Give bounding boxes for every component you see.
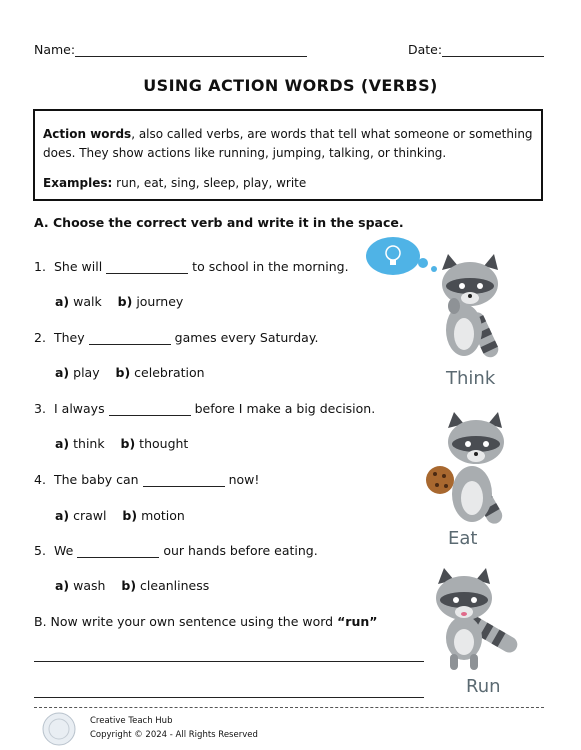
question-3 — [34, 401, 375, 416]
footer-copyright: Copyright © 2024 - All Rights Reserved — [90, 730, 258, 740]
question-number: 4. — [34, 472, 46, 487]
option-b[interactable]: celebration — [134, 365, 205, 380]
examples-line — [43, 174, 533, 193]
writing-line-1[interactable] — [34, 661, 424, 662]
section-b-word: “run” — [337, 614, 378, 629]
options-5 — [55, 578, 209, 593]
question-text-after: games every Saturday. — [174, 330, 319, 345]
option-a[interactable]: walk — [73, 294, 102, 309]
raccoon-run-icon — [420, 568, 545, 678]
options-2 — [55, 365, 205, 380]
definition-box — [33, 109, 543, 201]
question-number: 3. — [34, 401, 46, 416]
option-b-letter: b) — [122, 508, 138, 523]
question-number: 2. — [34, 330, 46, 345]
date-field[interactable] — [408, 42, 544, 57]
raccoon-think-icon — [424, 250, 524, 370]
name-label: Name: — [34, 42, 76, 57]
question-2 — [34, 330, 318, 345]
option-b[interactable]: cleanliness — [140, 578, 210, 593]
definition-term: Action words — [43, 127, 132, 141]
date-line[interactable] — [442, 44, 544, 57]
options-4 — [55, 508, 185, 523]
option-b-letter: b) — [117, 294, 133, 309]
question-text-after: before I make a big decision. — [194, 401, 376, 416]
caption-eat: Eat — [448, 528, 478, 549]
option-b-letter: b) — [121, 578, 137, 593]
caption-run: Run — [466, 676, 501, 697]
question-text-after: now! — [228, 472, 260, 487]
definition-text — [43, 125, 533, 163]
option-a-letter: a) — [55, 508, 70, 523]
option-a-letter: a) — [55, 294, 70, 309]
option-b-letter: b) — [115, 365, 131, 380]
option-a[interactable]: crawl — [73, 508, 107, 523]
option-a-letter: a) — [55, 436, 70, 451]
question-text-before: I always — [54, 401, 105, 416]
answer-blank[interactable] — [106, 261, 188, 274]
examples-label: Examples: — [43, 176, 113, 190]
question-1 — [34, 259, 349, 274]
section-b-heading — [34, 614, 377, 629]
section-b-prompt: B. Now write your own sentence using the word — [34, 614, 338, 629]
question-4 — [34, 472, 259, 487]
option-a-letter: a) — [55, 578, 70, 593]
option-b[interactable]: motion — [141, 508, 185, 523]
caption-think: Think — [446, 368, 496, 389]
question-text-before: We — [54, 543, 74, 558]
raccoon-eat-icon — [424, 410, 534, 540]
footer-brand: Creative Teach Hub — [90, 716, 173, 726]
options-3 — [55, 436, 188, 451]
date-label: Date: — [408, 42, 443, 57]
option-b[interactable]: thought — [139, 436, 189, 451]
writing-line-2[interactable] — [34, 697, 424, 698]
option-a[interactable]: wash — [73, 578, 106, 593]
question-text-after: our hands before eating. — [163, 543, 318, 558]
name-line[interactable] — [75, 44, 307, 57]
question-number: 1. — [34, 259, 46, 274]
option-a[interactable]: play — [73, 365, 100, 380]
answer-blank[interactable] — [143, 474, 225, 487]
brand-logo-icon — [42, 712, 76, 746]
option-b[interactable]: journey — [136, 294, 184, 309]
question-text-before: She will — [54, 259, 103, 274]
examples-list: run, eat, sing, sleep, play, write — [116, 176, 307, 190]
question-number: 5. — [34, 543, 46, 558]
section-a-heading: A. Choose the correct verb and write it in the space. — [34, 215, 404, 230]
answer-blank[interactable] — [109, 403, 191, 416]
question-text-before: They — [54, 330, 85, 345]
page-title: USING ACTION WORDS (VERBS) — [143, 76, 438, 95]
question-text-after: to school in the morning. — [192, 259, 349, 274]
answer-blank[interactable] — [89, 332, 171, 345]
options-1 — [55, 294, 183, 309]
option-b-letter: b) — [120, 436, 136, 451]
definition-body: , also called verbs, are words that tell what someone or something does. They show actions like running, jumping, talking, or thinking. — [43, 127, 533, 160]
option-a-letter: a) — [55, 365, 70, 380]
answer-blank[interactable] — [77, 545, 159, 558]
question-5 — [34, 543, 318, 558]
option-a[interactable]: think — [73, 436, 105, 451]
question-text-before: The baby can — [54, 472, 139, 487]
name-field[interactable] — [34, 42, 307, 57]
footer-divider — [34, 707, 544, 708]
